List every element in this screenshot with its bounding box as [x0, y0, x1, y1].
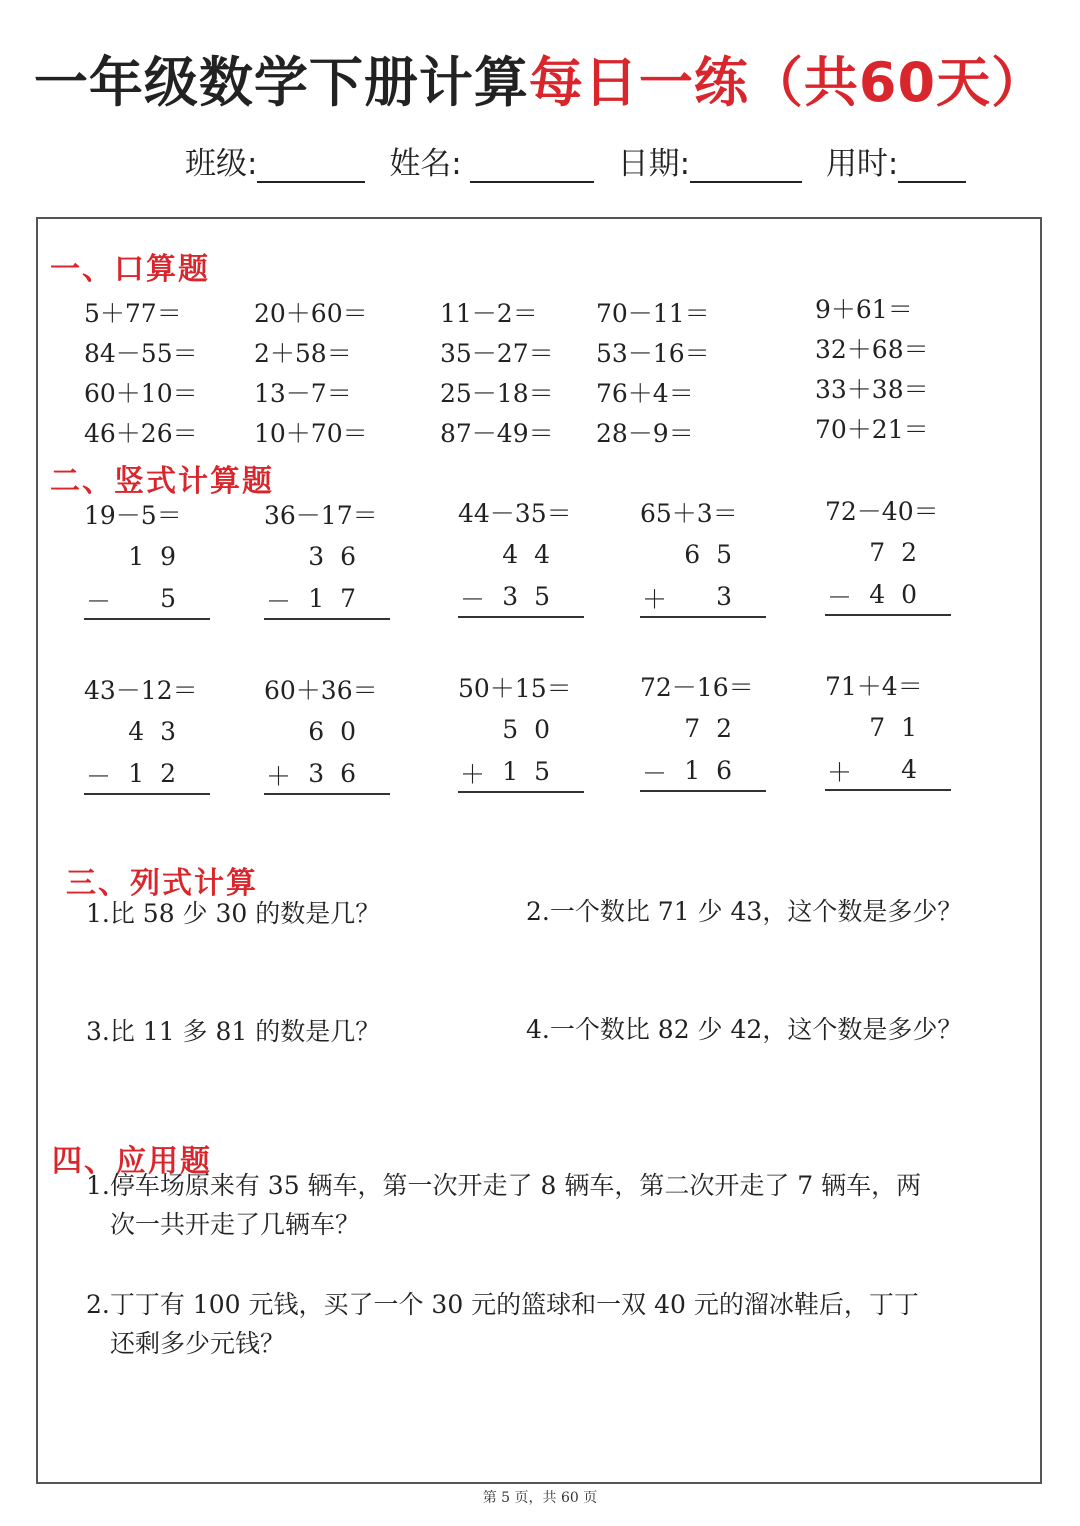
vertical-equation: 43－12＝ — [84, 676, 198, 705]
vertical-problem — [264, 671, 390, 811]
vertical-problem — [825, 667, 951, 807]
word-problem-line: 次一共开走了几辆车？ — [110, 1210, 361, 1239]
student-info-line — [185, 138, 985, 183]
vertical-equation: 36－17＝ — [264, 501, 378, 530]
vertical-operator: ＋ — [460, 760, 486, 789]
vertical-operator: － — [827, 583, 853, 612]
vertical-bottom: 15 — [502, 757, 566, 786]
vertical-problem — [640, 668, 766, 808]
name-blank[interactable] — [470, 147, 594, 183]
page-title — [0, 40, 1080, 117]
vertical-answer-line — [84, 793, 210, 795]
mental-item: 87－49＝ — [440, 419, 554, 448]
vertical-top: 36 — [308, 542, 372, 571]
mental-item: 76＋4＝ — [596, 379, 694, 408]
vertical-top: 60 — [308, 717, 372, 746]
mental-item: 13－7＝ — [254, 379, 352, 408]
mental-item: 53－16＝ — [596, 339, 710, 368]
mental-item: 84－55＝ — [84, 339, 198, 368]
class-blank[interactable] — [257, 147, 365, 183]
section3-heading: 三、列式计算 — [66, 866, 258, 901]
title-highlight: 每日一练（共60天） — [528, 51, 1047, 114]
vertical-equation: 60＋36＝ — [264, 676, 378, 705]
section1-heading: 一、口算题 — [50, 252, 210, 287]
vertical-operator: ＋ — [642, 585, 668, 614]
mental-item: 20＋60＝ — [254, 299, 368, 328]
vertical-equation: 71＋4＝ — [825, 672, 923, 701]
vertical-bottom: 16 — [684, 756, 748, 785]
vertical-top: 65 — [684, 540, 748, 569]
vertical-equation: 19－5＝ — [84, 501, 182, 530]
equation-question: 1.比 58 少 30 的数是几？ — [86, 899, 381, 928]
page-footer: 第 5 页，共 60 页 — [482, 1490, 598, 1506]
vertical-problem — [825, 492, 951, 632]
vertical-answer-line — [825, 789, 951, 791]
vertical-problem — [458, 494, 584, 634]
vertical-problem — [84, 496, 210, 636]
word-problem — [86, 1166, 986, 1244]
vertical-problem — [640, 494, 766, 634]
vertical-operator: － — [642, 759, 668, 788]
word-problem-line: 2.丁丁有 100 元钱，买了一个 30 元的篮球和一双 40 元的溜冰鞋后，丁丁 — [86, 1290, 919, 1319]
word-problem-line: 1.停车场原来有 35 辆车，第一次开走了 8 辆车，第二次开走了 7 辆车，两 — [86, 1171, 922, 1200]
mental-item: 32＋68＝ — [815, 335, 929, 364]
vertical-bottom: 5 — [160, 584, 192, 613]
mental-item: 33＋38＝ — [815, 375, 929, 404]
date-label: 日期: — [617, 146, 691, 182]
equation-question: 4.一个数比 82 少 42，这个数是多少？ — [526, 1015, 963, 1044]
vertical-bottom: 3 — [716, 582, 748, 611]
mental-item: 10＋70＝ — [254, 419, 368, 448]
mental-item: 28－9＝ — [596, 419, 694, 448]
word-problem-line: 还剩多少元钱？ — [110, 1329, 286, 1358]
vertical-answer-line — [264, 793, 390, 795]
vertical-operator: － — [460, 585, 486, 614]
vertical-answer-line — [825, 614, 951, 616]
mental-item: 9＋61＝ — [815, 295, 913, 324]
vertical-answer-line — [264, 618, 390, 620]
vertical-answer-line — [640, 616, 766, 618]
vertical-equation: 72－16＝ — [640, 673, 754, 702]
mental-item: 70－11＝ — [596, 299, 710, 328]
vertical-bottom: 12 — [128, 759, 192, 788]
vertical-bottom: 35 — [502, 582, 566, 611]
vertical-equation: 50＋15＝ — [458, 674, 572, 703]
vertical-top: 72 — [684, 714, 748, 743]
mental-item: 35－27＝ — [440, 339, 554, 368]
mental-item: 46＋26＝ — [84, 419, 198, 448]
vertical-top: 72 — [869, 538, 933, 567]
vertical-problem — [264, 496, 390, 636]
vertical-operator: － — [86, 587, 112, 616]
vertical-equation: 72－40＝ — [825, 497, 939, 526]
vertical-top: 50 — [502, 715, 566, 744]
mental-item: 25－18＝ — [440, 379, 554, 408]
time-label: 用时: — [825, 146, 899, 182]
vertical-top: 44 — [502, 540, 566, 569]
vertical-answer-line — [640, 790, 766, 792]
vertical-operator: － — [266, 587, 292, 616]
mental-item: 60＋10＝ — [84, 379, 198, 408]
mental-item: 70＋21＝ — [815, 415, 929, 444]
vertical-answer-line — [458, 616, 584, 618]
mental-item: 11－2＝ — [440, 299, 538, 328]
vertical-top: 71 — [869, 713, 933, 742]
vertical-bottom: 36 — [308, 759, 372, 788]
equation-question: 3.比 11 多 81 的数是几？ — [86, 1017, 381, 1046]
vertical-equation: 65＋3＝ — [640, 499, 738, 528]
date-blank[interactable] — [690, 147, 802, 183]
vertical-problem — [84, 671, 210, 811]
vertical-bottom: 4 — [901, 755, 933, 784]
section4-heading: 四、应用题 — [52, 1144, 212, 1179]
vertical-operator: ＋ — [266, 762, 292, 791]
vertical-bottom: 17 — [308, 584, 372, 613]
word-problem — [86, 1285, 986, 1363]
class-label: 班级: — [185, 146, 258, 182]
mental-item: 5＋77＝ — [84, 299, 182, 328]
time-blank[interactable] — [898, 147, 966, 183]
equation-question: 2.一个数比 71 少 43，这个数是多少？ — [526, 897, 963, 926]
vertical-bottom: 40 — [869, 580, 933, 609]
name-label: 姓名: — [389, 146, 462, 182]
vertical-problem — [458, 669, 584, 809]
vertical-answer-line — [458, 791, 584, 793]
title-main: 一年级数学下册计算 — [33, 51, 529, 114]
vertical-equation: 44－35＝ — [458, 499, 572, 528]
vertical-operator: ＋ — [827, 758, 853, 787]
mental-item: 2＋58＝ — [254, 339, 352, 368]
vertical-operator: － — [86, 762, 112, 791]
vertical-answer-line — [84, 618, 210, 620]
vertical-top: 43 — [128, 717, 192, 746]
vertical-top: 19 — [128, 542, 192, 571]
section2-heading: 二、竖式计算题 — [50, 464, 274, 499]
